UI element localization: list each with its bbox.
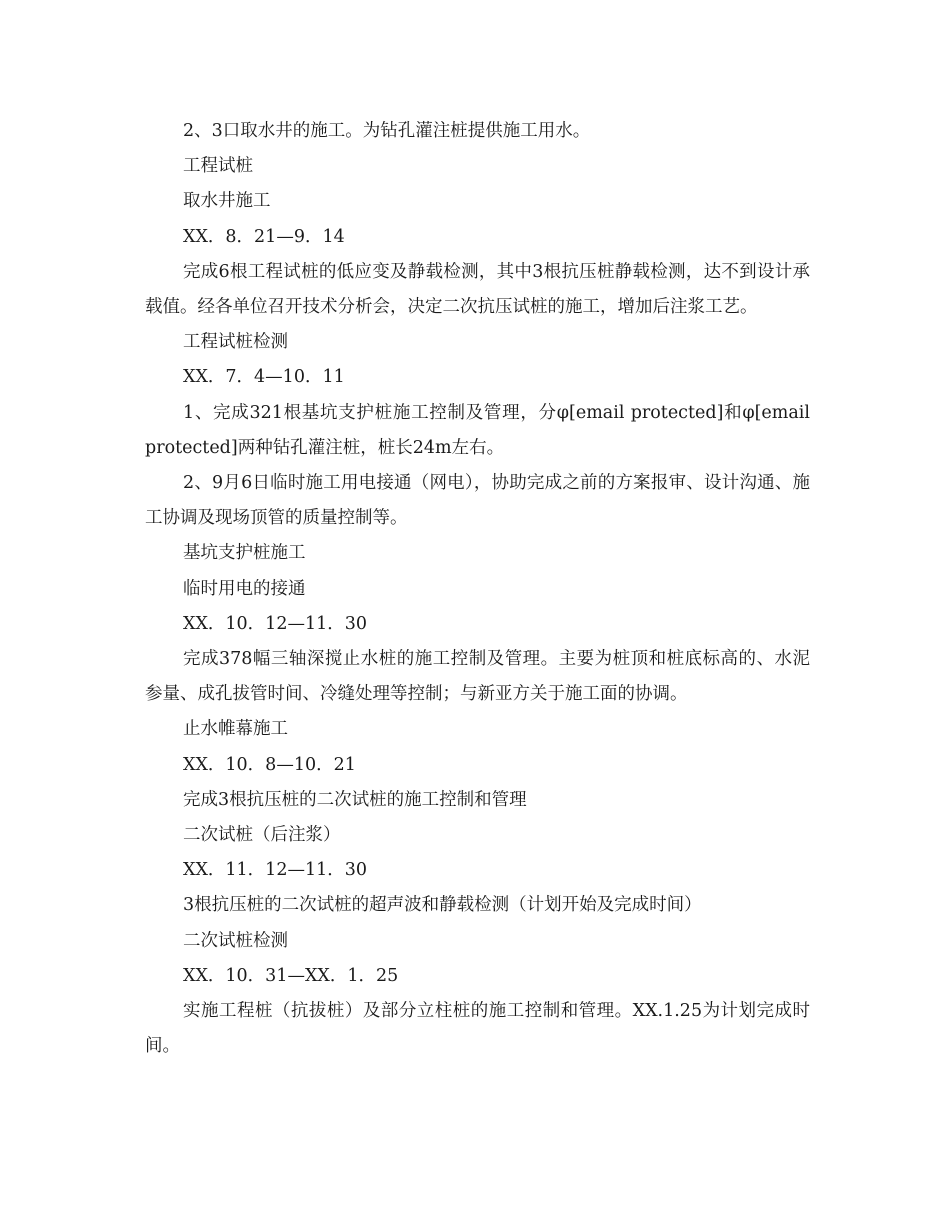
heading-waterproof-curtain: 止水帷幕施工: [183, 719, 288, 740]
heading-support-pile-construction: 基坑支护桩施工: [183, 543, 306, 564]
paragraph-second-test-detection: 3根抗压桩的二次试桩的超声波和静载检测（计划开始及完成时间）: [183, 895, 702, 916]
date-range: XX．7．4—10．11: [183, 367, 345, 388]
heading-temporary-power: 临时用电的接通: [183, 578, 306, 599]
heading-test-pile: 工程试桩: [183, 156, 253, 177]
heading-test-pile-detection: 工程试桩检测: [183, 332, 288, 353]
paragraph-test-pile-detection: 完成6根工程试桩的低应变及静载检测，其中3根抗压桩静载检测，达不到设计承载值。经各单位召开技术分析会，决定二次抗压试桩的施工，增加后注浆工艺。: [145, 261, 810, 318]
heading-second-test-detection: 二次试桩检测: [183, 930, 288, 951]
paragraph-second-test-pile: 完成3根抗压桩的二次试桩的施工控制和管理: [183, 789, 527, 810]
paragraph-engineering-pile: 实施工程桩（抗拔桩）及部分立柱桩的施工控制和管理。XX.1.25为计划完成时间。: [145, 1001, 810, 1057]
heading-water-well-construction: 取水井施工: [183, 191, 271, 212]
date-range: XX．8．21—9．14: [183, 226, 345, 247]
paragraph-temporary-power: 2、9月6日临时施工用电接通（网电），协助完成之前的方案报审、设计沟通、施工协调及现场顶管的质量控制等。: [145, 473, 810, 529]
heading-second-test-pile: 二次试桩（后注浆）: [183, 825, 341, 846]
document-body: [145, 114, 810, 1064]
paragraph-waterproof-pile: 完成378幅三轴深搅止水桩的施工控制及管理。主要为桩顶和桩底标高的、水泥参量、成孔拔管时间、冷缝处理等控制；与新亚方关于施工面的协调。: [145, 649, 810, 705]
date-range: XX．10．31—XX．1．25: [183, 965, 399, 986]
paragraph-water-well: 2、3口取水井的施工。为钻孔灌注桩提供施工用水。: [183, 121, 591, 141]
date-range: XX．11．12—11．30: [183, 860, 367, 881]
paragraph-support-pile: 1、完成321根基坑支护桩施工控制及管理，分φ[email protected]和φ[email protected]两种钻孔灌注桩，桩长24m左右。: [145, 402, 810, 458]
date-range: XX．10．12—11．30: [183, 613, 367, 634]
date-range: XX．10．8—10．21: [183, 754, 356, 775]
